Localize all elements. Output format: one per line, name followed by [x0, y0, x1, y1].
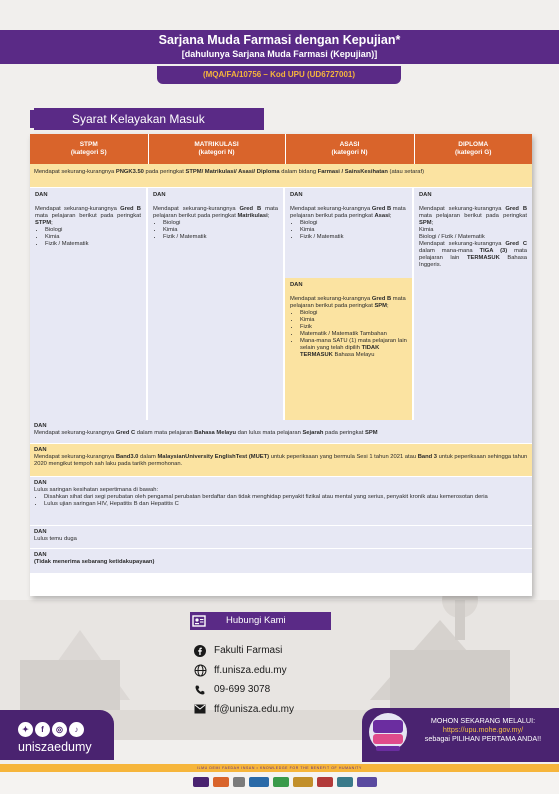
- badge-logo: [357, 777, 377, 787]
- list-item: • Fizik / Matematik: [300, 234, 407, 241]
- list-item: • Biologi: [300, 220, 407, 227]
- list-item: • Kimia: [300, 317, 407, 324]
- badge-logo: [293, 777, 313, 787]
- list-item: • Fizik / Matematik: [45, 241, 141, 248]
- health-row: DAN Lulus saringan kesihatan sepertimana di bawah: • Disahkan sihat dari segi perubatan oleh pengamal perubatan berdaftar dan tidak menghidap penyakit fizikal atau mental yang serius, penyakit kronik atau kemerosotan deria • Lulus ujian saringan HIV, Hepatitis B dan Hepatitis C: [30, 477, 532, 526]
- asasi-spm-block: DAN Mendapat sekurang-kurangnya Gred B mata pelajaran berikut pada peringkat SPM; • Biologi • Kimia • Fizik • Matematik / Matematik Tambahan • Mana-mana SATU (1) mata pelajaran lain selain yang telah dipilih TIDAK TERMASUK Bahasa Melayu: [285, 278, 412, 420]
- header-matrikulasi: MATRIKULASI (kategori N): [148, 134, 285, 164]
- header-stpm: STPM (kategori S): [30, 134, 148, 164]
- asasi-column: [285, 188, 414, 420]
- header-asasi: ASASI (kategori N): [285, 134, 414, 164]
- tiktok-icon[interactable]: ♪: [69, 722, 84, 737]
- interview-row: DAN Lulus temu duga: [30, 526, 532, 549]
- badge-logo: [249, 777, 269, 787]
- apply-text: MOHON SEKARANG MELALUI: https://upu.mohe.gov.my/ sebagai PILIHAN PERTAMA ANDA!!: [410, 716, 556, 743]
- contact-card-icon: [190, 612, 208, 630]
- list-item: • Kimia: [300, 227, 407, 234]
- social-box: [0, 710, 114, 760]
- diploma-column: DAN Mendapat sekurang-kurangnya Gred B mata pelajaran berikut pada peringkat SPM; Kimia Biologi / Fizik / Matematik Mendapat sekurang-kurangnya Gred C dalam mana-mana TIGA (3) mata pelajaran lain TERMASUK Bahasa Inggeris.: [414, 188, 532, 420]
- disability-row: DAN (Tidak menerima sebarang ketidakupayaan): [30, 549, 532, 574]
- requirements-grid: [30, 188, 532, 420]
- intro-row: Mendapat sekurang-kurangnya PNGK3.50 pada peringkat STPM/ Matrikulasi/ Asasi/ Diploma dalam bidang Farmasi / SainsKesihatan (atau setaraf): [30, 164, 532, 188]
- contact-title: Hubungi Kami: [190, 612, 331, 630]
- list-item: • Biologi: [300, 310, 407, 317]
- list-item: • Biologi: [45, 227, 141, 234]
- twitter-icon[interactable]: ✦: [18, 722, 33, 737]
- social-icons: [18, 722, 84, 737]
- badge-logo: [233, 777, 245, 787]
- contact-email[interactable]: ff@unisza.edu.my: [193, 700, 294, 720]
- matrikulasi-column: DAN Mendapat sekurang-kurangnya Gred B mata pelajaran berikut pada peringkat Matrikulasi; • Biologi • Kimia • Fizik / Matematik: [148, 188, 285, 420]
- list-item: • Kimia: [163, 227, 278, 234]
- list-item: • Biologi: [163, 220, 278, 227]
- footer: [0, 772, 559, 794]
- phone-icon: [193, 683, 207, 697]
- contact-list: [193, 641, 294, 719]
- upu-link[interactable]: https://upu.mohe.gov.my/: [442, 725, 524, 734]
- contact-facebook[interactable]: Fakulti Farmasi: [193, 641, 294, 661]
- list-item: • Fizik / Matematik: [163, 234, 278, 241]
- upu-online-logo: [366, 706, 410, 758]
- badge-logo: [337, 777, 353, 787]
- list-item: • Lulus ujian saringan HIV, Hepatitis B dan Hepatitis C: [44, 501, 528, 508]
- mail-icon: [193, 702, 207, 716]
- bm-row: DAN Mendapat sekurang-kurangnya Gred C dalam mata pelajaran Bahasa Melayu dan lulus mata pelajaran Sejarah pada peringkat SPM: [30, 420, 532, 444]
- list-item: • Disahkan sihat dari segi perubatan oleh pengamal perubatan berdaftar dan tidak menghidap penyakit fizikal atau mental yang serius, penyakit kronik atau kemerosotan deria: [44, 494, 528, 501]
- list-item: • Kimia: [45, 234, 141, 241]
- globe-icon: [193, 663, 207, 677]
- header-diploma: DIPLOMA (kategori G): [414, 134, 532, 164]
- motto-strip: ILMU DEMI FAEDAH INSAN • KNOWLEDGE FOR THE BENEFIT OF HUMANITY: [0, 764, 559, 772]
- list-item: • Matematik / Matematik Tambahan: [300, 331, 407, 338]
- facebook-icon[interactable]: f: [35, 722, 50, 737]
- program-title: Sarjana Muda Farmasi dengan Kepujian*: [158, 33, 401, 47]
- asasi-foundation-block: DAN Mendapat sekurang-kurangnya Gred B mata pelajaran berikut pada peringkat Asasi; • Biologi • Kimia • Fizik / Matematik: [285, 188, 412, 278]
- badge-logo: [193, 777, 209, 787]
- badge-logo: [273, 777, 289, 787]
- list-item: • Fizik: [300, 324, 407, 331]
- list-item: • Mana-mana SATU (1) mata pelajaran lain selain yang telah dipilih TIDAK TERMASUK Bahasa Melayu: [300, 338, 407, 359]
- facebook-icon: [193, 644, 207, 658]
- social-handle: uniszaedumy: [18, 740, 92, 754]
- requirements-card: [30, 134, 532, 596]
- instagram-icon[interactable]: ◎: [52, 722, 67, 737]
- section-title: Syarat Kelayakan Masuk: [34, 108, 264, 130]
- program-code: (MQA/FA/10756 – Kod UPU (UD6727001): [157, 66, 401, 84]
- contact-phone[interactable]: 09-699 3078: [193, 680, 294, 700]
- title-band: [0, 30, 559, 64]
- badge-logo: [317, 777, 333, 787]
- requirements-table-header: [30, 134, 532, 164]
- footer-badges: [193, 777, 377, 787]
- contact-website[interactable]: ff.unisza.edu.my: [193, 661, 294, 681]
- badge-logo: [213, 777, 229, 787]
- program-subtitle: [dahulunya Sarjana Muda Farmasi (Kepujian)]: [181, 49, 378, 59]
- apply-box: [362, 708, 559, 762]
- stpm-column: DAN Mendapat sekurang-kurangnya Gred B mata pelajaran berikut pada peringkat STPM; • Biologi • Kimia • Fizik / Matematik: [30, 188, 148, 420]
- muet-row: DAN Mendapat sekurang-kurangnya Band3.0 dalam MalaysianUniversity EnglishTest (MUET) untuk peperiksaan yang bermula Sesi 1 tahun 2021 atau Band 3 untuk peperiksaan sehingga tahun 2020 mengikut tempoh sah laku pada tarikh permohonan.: [30, 444, 532, 477]
